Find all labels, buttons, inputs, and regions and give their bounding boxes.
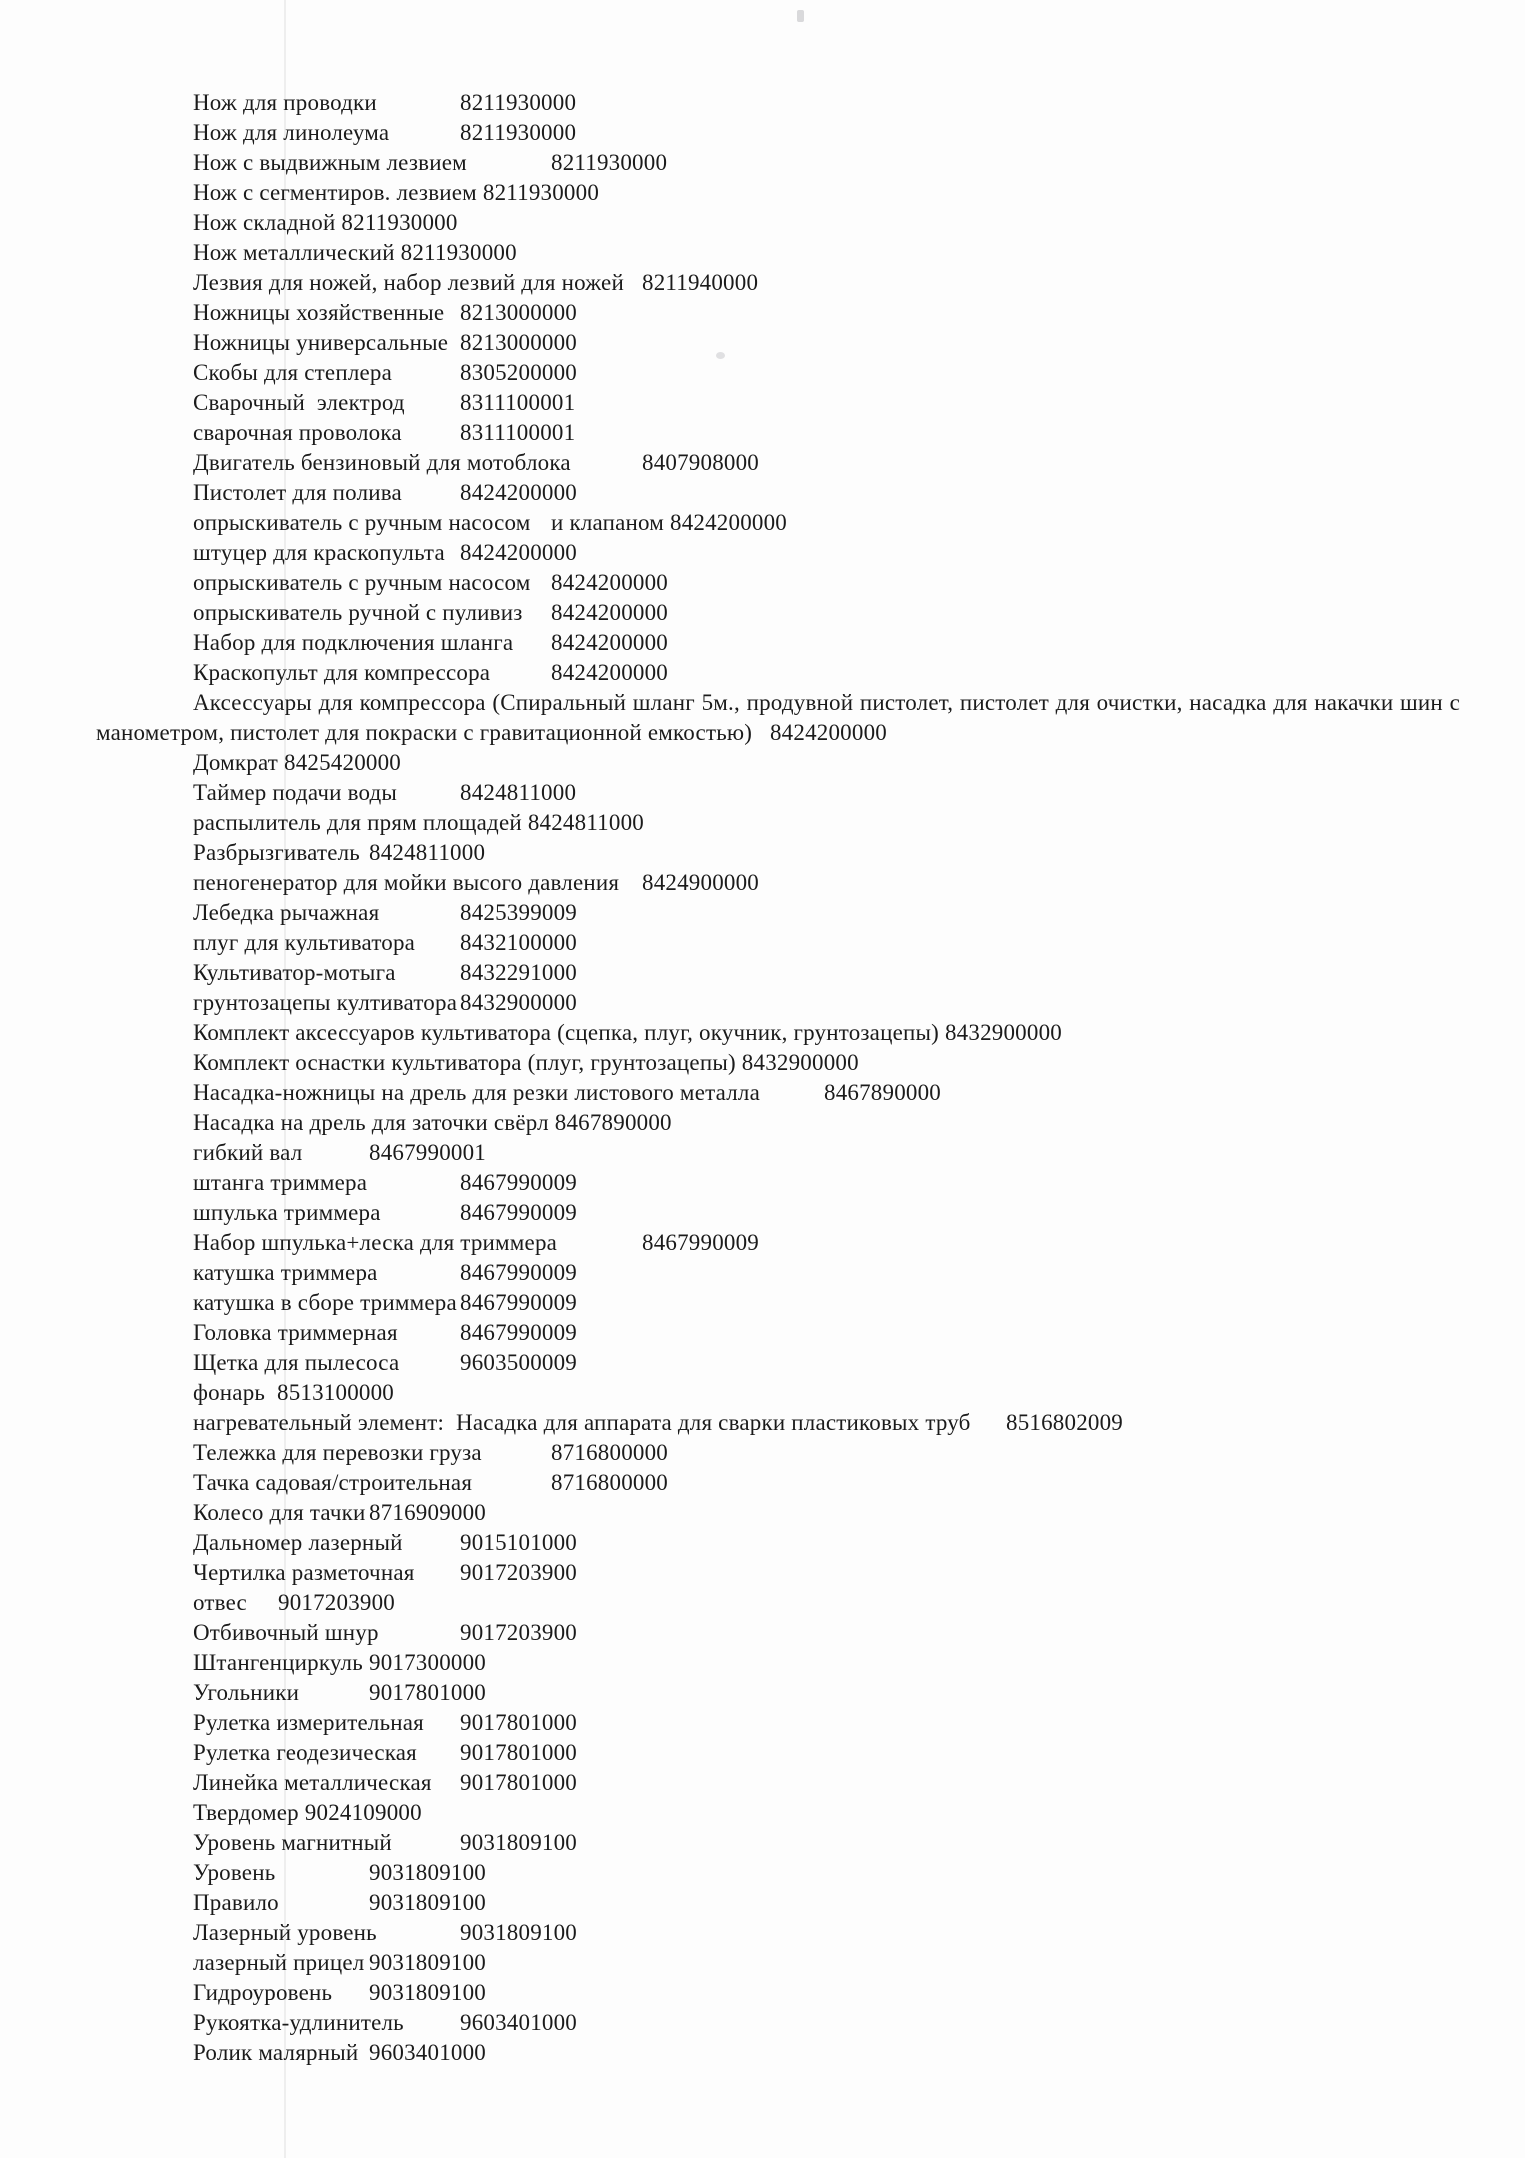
list-item: Линейка металлическая 9017801000 <box>193 1770 577 1795</box>
list-item: штуцер для краскопульта 8424200000 <box>193 540 577 565</box>
list-item: Набор шпулька+леска для триммера 8467990009 <box>193 1230 759 1255</box>
list-item: отвес 9017203900 <box>193 1590 395 1615</box>
list-item: Рулетка измерительная 9017801000 <box>193 1710 577 1735</box>
list-item: Тележка для перевозки груза 8716800000 <box>193 1440 668 1465</box>
list-item: Насадка-ножницы на дрель для резки листового металла 8467890000 <box>193 1080 941 1105</box>
list-item: Нож металлический 8211930000 <box>193 240 517 265</box>
list-item: катушка в сборе триммера 8467990009 <box>193 1290 577 1315</box>
list-item: Лазерный уровень 9031809100 <box>193 1920 577 1945</box>
list-item: Аксессуары для компрессора (Спиральный шланг 5м., продувной пистолет, пистолет для очистки, насадка для накачки шин с манометром, пистолет для покраски с гравитационной емкостью) 8424200000 <box>96 690 1460 745</box>
list-item: пеногенератор для мойки высого давления 8424900000 <box>193 870 759 895</box>
list-item: Рулетка геодезическая 9017801000 <box>193 1740 577 1765</box>
list-item: Ножницы хозяйственные 8213000000 <box>193 300 577 325</box>
list-item: Правило 9031809100 <box>193 1890 486 1915</box>
list-item: Штангенциркуль 9017300000 <box>193 1650 486 1675</box>
list-item: Домкрат 8425420000 <box>193 750 401 775</box>
list-item: Лебедка рычажная 8425399009 <box>193 900 577 925</box>
list-item: Нож с выдвижным лезвием 8211930000 <box>193 150 668 175</box>
list-item: Краскопульт для компрессора 8424200000 <box>193 660 668 685</box>
list-item: Дальномер лазерный 9015101000 <box>193 1530 577 1555</box>
list-item: плуг для культиватора 8432100000 <box>193 930 577 955</box>
list-item: фонарь 8513100000 <box>193 1380 395 1405</box>
list-item: Нож складной 8211930000 <box>193 210 458 235</box>
list-item: штанга триммера 8467990009 <box>193 1170 577 1195</box>
list-item: Щетка для пылесоса 9603500009 <box>193 1350 577 1375</box>
list-item: Скобы для степлера 8305200000 <box>193 360 577 385</box>
list-item: Культиватор-мотыга 8432291000 <box>193 960 577 985</box>
list-item: Набор для подключения шланга 8424200000 <box>193 630 668 655</box>
list-item: Уровень магнитный 9031809100 <box>193 1830 577 1855</box>
list-item: Колесо для тачки 8716909000 <box>193 1500 486 1525</box>
list-item: Пистолет для полива 8424200000 <box>193 480 577 505</box>
list-item: Двигатель бензиновый для мотоблока 8407908000 <box>193 450 759 475</box>
list-item: катушка триммера 8467990009 <box>193 1260 577 1285</box>
list-item: Нож для проводки 8211930000 <box>193 90 577 115</box>
list-item: опрыскиватель ручной с пуливиз 8424200000 <box>193 600 668 625</box>
list-item: Комплект аксессуаров культиватора (сцепка, плуг, окучник, грунтозацепы) 8432900000 <box>193 1020 1062 1045</box>
scan-artifact-speck <box>797 10 804 22</box>
list-item: Угольники 9017801000 <box>193 1680 486 1705</box>
list-item: Лезвия для ножей, набор лезвий для ножей 8211940000 <box>193 270 759 295</box>
list-item: Комплект оснастки культиватора (плуг, грунтозацепы) 8432900000 <box>193 1050 859 1075</box>
list-item: Отбивочный шнур 9017203900 <box>193 1620 577 1645</box>
list-item: распылитель для прям площадей 8424811000 <box>193 810 644 835</box>
list-item: Нож с сегментиров. лезвием 8211930000 <box>193 180 600 205</box>
list-item: опрыскиватель с ручным насосом и клапаном 8424200000 <box>193 510 788 535</box>
list-item: грунтозацепы култиватора 8432900000 <box>193 990 577 1015</box>
list-item: сварочная проволока 8311100001 <box>193 420 576 445</box>
list-item: опрыскиватель с ручным насосом 8424200000 <box>193 570 668 595</box>
list-item: Нож для линолеума 8211930000 <box>193 120 577 145</box>
list-item: Головка триммерная 8467990009 <box>193 1320 577 1345</box>
list-item: Тачка садовая/строительная 8716800000 <box>193 1470 668 1495</box>
list-item: Таймер подачи воды 8424811000 <box>193 780 577 805</box>
list-item: Гидроуровень 9031809100 <box>193 1980 486 2005</box>
list-item: лазерный прицел 9031809100 <box>193 1950 486 1975</box>
list-item: Рукоятка-удлинитель 9603401000 <box>193 2010 577 2035</box>
list-item: Ножницы универсальные 8213000000 <box>193 330 577 355</box>
list-item: Твердомер 9024109000 <box>193 1800 422 1825</box>
list-item: Разбрызгиватель 8424811000 <box>193 840 486 865</box>
list-item: шпулька триммера 8467990009 <box>193 1200 577 1225</box>
list-item: Ролик малярный 9603401000 <box>193 2040 486 2065</box>
list-item: нагревательный элемент: Насадка для аппарата для сварки пластиковых труб 8516802009 <box>193 1410 1123 1435</box>
list-item: Уровень 9031809100 <box>193 1860 486 1885</box>
list-item: гибкий вал 8467990001 <box>193 1140 486 1165</box>
list-item: Сварочный электрод 8311100001 <box>193 390 576 415</box>
product-code-list <box>96 88 1460 2068</box>
list-item: Чертилка разметочная 9017203900 <box>193 1560 577 1585</box>
list-item: Насадка на дрель для заточки свёрл 8467890000 <box>193 1110 672 1135</box>
